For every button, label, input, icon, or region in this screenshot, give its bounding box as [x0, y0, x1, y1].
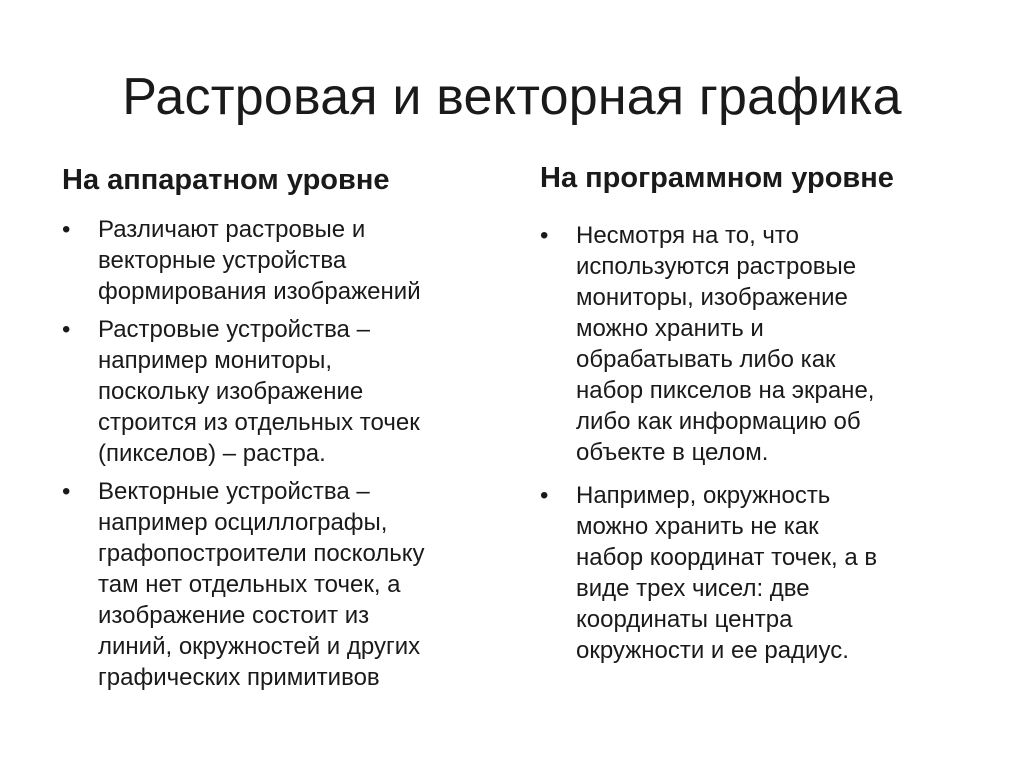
bullet-line: (пикселов) – растра.: [98, 440, 326, 467]
bullet-line: векторные устройства: [98, 247, 347, 274]
bullet-line: можно хранить и: [576, 315, 764, 342]
bullet-line: набор координат точек, а в: [576, 544, 878, 571]
bullet-line: строится из отдельных точек: [98, 409, 420, 436]
bullet-line: объекте в целом.: [576, 439, 769, 466]
bullet-line: либо как информацию об: [576, 408, 861, 435]
bullet-line: поскольку изображение: [98, 378, 364, 405]
bullet-line: Несмотря на то, что: [576, 222, 799, 249]
bullet-line: линий, окружностей и других: [98, 633, 421, 660]
bullet-line: Растровые устройства –: [98, 316, 370, 343]
bullet-line: координаты центра: [576, 606, 793, 633]
bullet-dot-icon: •: [62, 316, 71, 343]
bullet-line: Векторные устройства –: [98, 478, 370, 505]
bullet-line: мониторы, изображение: [576, 284, 848, 311]
bullet-line: изображение состоит из: [98, 602, 370, 629]
bullet-dot-icon: •: [540, 482, 549, 509]
bullet-line: формирования изображений: [98, 278, 421, 305]
bullet-line: окружности и ее радиус.: [576, 637, 849, 664]
bullet-item: [540, 480, 980, 666]
bullet-item: [62, 476, 502, 693]
bullet-dot-icon: •: [62, 478, 71, 505]
bullet-dot-icon: •: [62, 216, 71, 243]
bullet-line: например осциллографы,: [98, 509, 388, 536]
bullet-line: например мониторы,: [98, 347, 333, 374]
bullet-line: обрабатывать либо как: [576, 346, 836, 373]
bullet-line: набор пикселов на экране,: [576, 377, 875, 404]
bullet-line: используются растровые: [576, 253, 857, 280]
left-column-heading: На аппаратном уровне: [62, 164, 390, 196]
bullet-line: графопостроители поскольку: [98, 540, 425, 567]
bullet-line: Различают растровые и: [98, 216, 366, 243]
right-column: [540, 158, 980, 678]
left-bullet-list: [62, 214, 502, 693]
bullet-line: там нет отдельных точек, а: [98, 571, 401, 598]
right-column-heading: На программном уровне: [540, 162, 894, 194]
bullet-line: можно хранить не как: [576, 513, 819, 540]
bullet-line: графических примитивов: [98, 664, 380, 691]
bullet-line: Например, окружность: [576, 482, 831, 509]
bullet-item: [62, 314, 502, 469]
bullet-line: виде трех чисел: две: [576, 575, 810, 602]
bullet-item: [62, 214, 502, 307]
bullet-dot-icon: •: [540, 222, 549, 249]
slide-title: Растровая и векторная графика: [122, 68, 902, 126]
bullet-item: [540, 220, 980, 468]
left-column: [62, 160, 502, 700]
right-bullet-list: [540, 220, 980, 666]
